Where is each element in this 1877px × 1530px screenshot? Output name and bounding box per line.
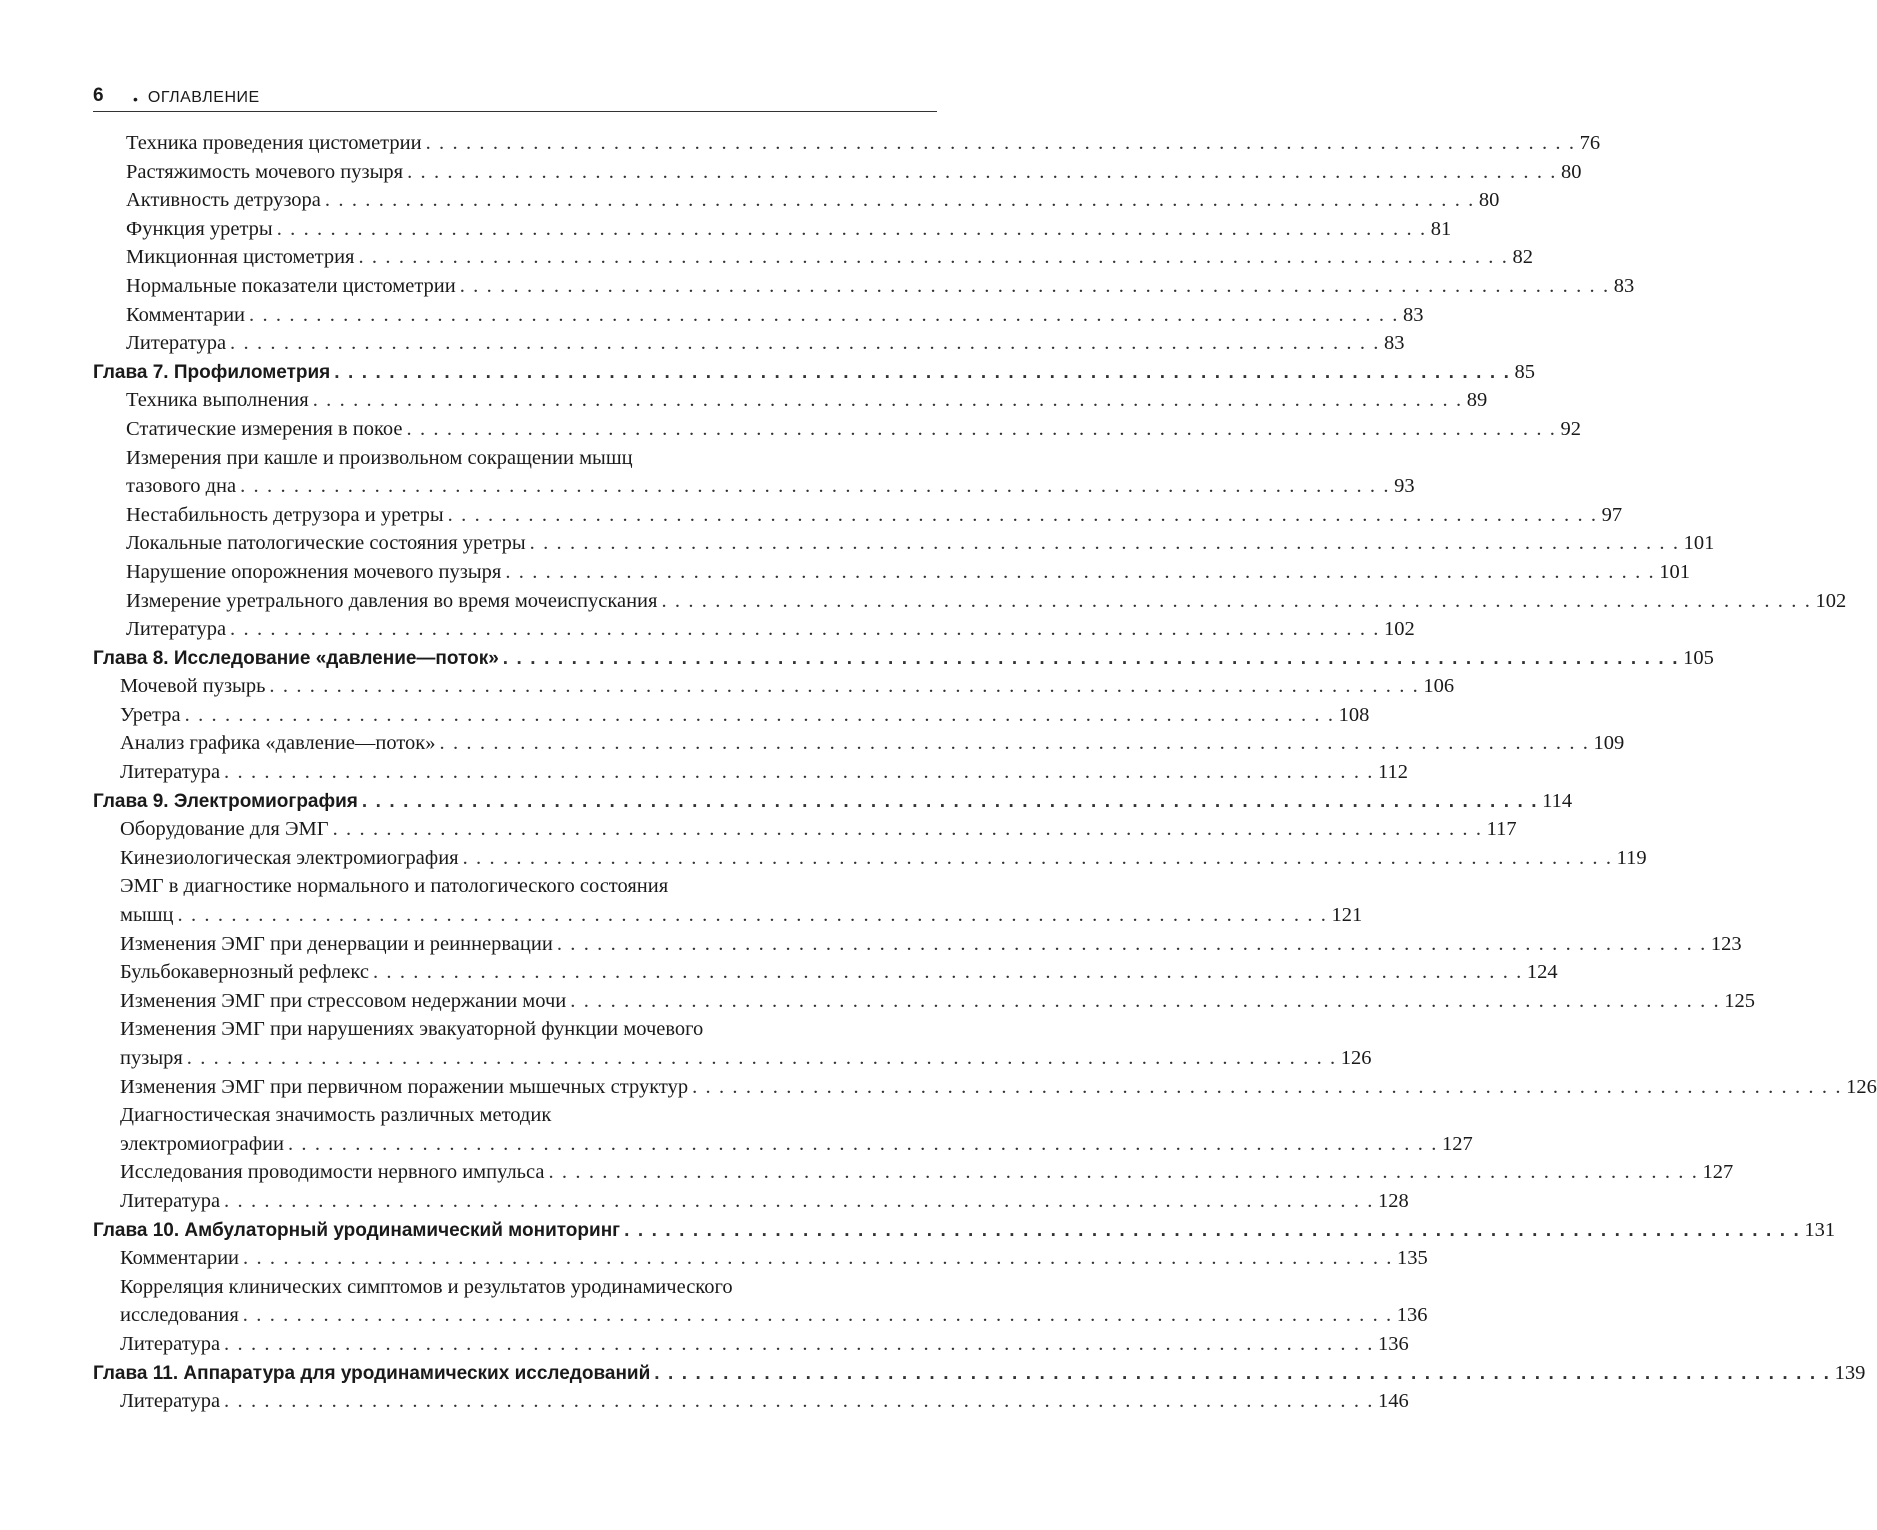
toc-entry [93, 615, 1415, 644]
toc-page-number: 119 [1616, 846, 1647, 869]
toc-entry-title: Техника проведения цистометрии [126, 132, 422, 154]
toc-entry-title: Анализ графика «давление—поток» [120, 732, 436, 755]
toc-page-number: 127 [1441, 1132, 1473, 1155]
dot-leader: . . . . . . . . . . . . . . . . . . . . . . . . . . . . . . . . . . . . . . . . . . . . . . . . . . . . . . . . . . . . . . . . . . . . . . . . . . . . . . . . . . . . . . [240, 475, 1391, 498]
toc-entry [93, 329, 1405, 358]
dot-leader: . . . . . . . . . . . . . . . . . . . . . . . . . . . . . . . . . . . . . . . . . . . . . . . . . . . . . . . . . . . . . . . . . . . . . . . . . . . . . . . . . . . . . . [447, 503, 1598, 526]
dot-leader: . . . . . . . . . . . . . . . . . . . . . . . . . . . . . . . . . . . . . . . . . . . . . . . . . . . . . . . . . . . . . . . . . . . . . . . . . . . . . . . . . . . . . . [230, 618, 1381, 641]
toc-entry-title: пузыря [120, 1047, 183, 1069]
toc-entry [93, 501, 1623, 530]
dot-leader: . . . . . . . . . . . . . . . . . . . . . . . . . . . . . . . . . . . . . . . . . . . . . . . . . . . . . . . . . . . . . . . . . . . . . . . . . . . . . . . . . . . . . . [224, 1332, 1375, 1355]
toc-entry [93, 186, 1500, 215]
toc-entry-title: Глава 11. Аппаратура для уродинамических исследований [93, 1362, 651, 1384]
toc-entry [93, 1073, 1877, 1102]
toc-page-number: 82 [1512, 246, 1533, 269]
toc-entry [93, 729, 1625, 758]
toc-entry-title: Изменения ЭМГ при первичном поражении мышечных структур [120, 1075, 689, 1098]
dot-leader: . . . . . . . . . . . . . . . . . . . . . . . . . . . . . . . . . . . . . . . . . . . . . . . . . . . . . . . . . . . . . . . . . . . . . . . . . . . . . . . . . . . . . . [242, 1304, 1393, 1327]
toc-entry-title: Нормальные показатели цистометрии [126, 274, 456, 297]
toc-page-number: 125 [1724, 989, 1755, 1012]
dot-leader: . . . . . . . . . . . . . . . . . . . . . . . . . . . . . . . . . . . . . . . . . . . . . . . . . . . . . . . . . . . . . . . . . . . . . . . . . . . . . . . . . . . . . . [269, 675, 1420, 698]
toc-entry-title: мышц [120, 904, 174, 927]
dot-leader: . . . . . . . . . . . . . . . . . . . . . . . . . . . . . . . . . . . . . . . . . . . . . . . . . . . . . . . . . . . . . . . . . . . . . . . . . . . . . . . . . . . . . . [505, 560, 1656, 583]
dot-leader: . . . . . . . . . . . . . . . . . . . . . . . . . . . . . . . . . . . . . . . . . . . . . . . . . . . . . . . . . . . . . . . . . . . . . . . . . . . . . . . . . . . . . . [287, 1132, 1438, 1155]
toc-entry-title: Микционная цистометрия [126, 246, 355, 269]
toc-page-number: 83 [1384, 332, 1405, 355]
dot-leader: . . . . . . . . . . . . . . . . . . . . . . . . . . . . . . . . . . . . . . . . . . . . . . . . . . . . . . . . . . . . . . . . . . . . . . . . . . . . . . . . . . . . . . [276, 217, 1427, 240]
toc-entry [93, 1101, 1473, 1158]
toc-entry-title: Растяжимость мочевого пузыря [126, 160, 404, 183]
toc-entry [93, 1187, 1409, 1216]
toc-entry-title-line: Диагностическая значимость различных методик [120, 1104, 552, 1127]
toc-page-number: 80 [1561, 160, 1582, 183]
toc-entry [93, 958, 1558, 987]
toc-entry [93, 529, 1715, 558]
dot-leader: . . . . . . . . . . . . . . . . . . . . . . . . . . . . . . . . . . . . . . . . . . . . . . . . . . . . . . . . . . . . . . . . . . . . . . . . . . . . . . . . . . . . . . [529, 532, 1680, 555]
toc-entry [93, 1387, 1409, 1416]
toc-page-number: 102 [1815, 589, 1847, 612]
toc-page-number: 93 [1394, 475, 1415, 498]
toc-entry-title: Комментарии [120, 1247, 240, 1270]
toc-page-number: 92 [1560, 417, 1582, 440]
toc-chapter [93, 1216, 1836, 1245]
toc-page-number: 136 [1396, 1304, 1428, 1327]
toc-page-number: 83 [1613, 274, 1635, 297]
toc-page-number: 114 [1542, 789, 1573, 812]
toc-entry [93, 815, 1517, 844]
dot-leader: . . . . . . . . . . . . . . . . . . . . . . . . . . . . . . . . . . . . . . . . . . . . . . . . . . . . . . . . . . . . . . . . . . . . . . . . . . . . . . . . . . . . . . [224, 761, 1375, 784]
dot-leader: . . . . . . . . . . . . . . . . . . . . . . . . . . . . . . . . . . . . . . . . . . . . . . . . . . . . . . . . . . . . . . . . . . . . . . . . . . . . . . . . . . . . . . [425, 132, 1576, 154]
toc-page-number: 146 [1378, 1390, 1409, 1413]
toc-entry [93, 1273, 1428, 1330]
toc-page-number: 139 [1834, 1361, 1866, 1384]
toc-page-number: 81 [1430, 217, 1452, 240]
toc-page-number: 85 [1514, 360, 1536, 383]
dot-leader: . . . . . . . . . . . . . . . . . . . . . . . . . . . . . . . . . . . . . . . . . . . . . . . . . . . . . . . . . . . . . . . . . . . . . . . . . . . . . . . . . . . . . . [184, 703, 1335, 726]
toc-entry-title-line: Корреляция клинических симптомов и результатов уродинамического [120, 1275, 733, 1298]
toc-entry-title: тазового дна [126, 475, 237, 498]
toc-entry [93, 701, 1370, 730]
toc-entry-title: Глава 7. Профилометрия [93, 361, 331, 383]
bullet-icon: • [133, 91, 138, 107]
toc-page-number: 126 [1340, 1047, 1372, 1069]
dot-leader: . . . . . . . . . . . . . . . . . . . . . . . . . . . . . . . . . . . . . . . . . . . . . . . . . . . . . . . . . . . . . . . . . . . . . . . . . . . . . . . . . . . . . . [243, 1247, 1394, 1270]
toc-entry-title: Оборудование для ЭМГ [120, 818, 329, 841]
toc-entry-title-line: ЭМГ в диагностике нормального и патологического состояния [120, 875, 669, 898]
toc-page-number: 89 [1466, 389, 1488, 412]
toc-entry [93, 930, 1742, 959]
toc-entry [93, 558, 1691, 587]
toc-page-number: 127 [1702, 1161, 1734, 1184]
toc-page-number: 123 [1710, 932, 1742, 955]
toc-page-number: 97 [1601, 503, 1623, 526]
toc-entry-title: Литература [120, 1189, 221, 1212]
page-number: 6 [93, 85, 104, 106]
dot-leader: . . . . . . . . . . . . . . . . . . . . . . . . . . . . . . . . . . . . . . . . . . . . . . . . . . . . . . . . . . . . . . . . . . . . . . . . . . . . . . . . . . . . . . [230, 332, 1381, 355]
toc-entry [93, 1244, 1428, 1273]
toc-entry [93, 672, 1455, 701]
toc-entry-title-line: Измерения при кашле и произвольном сокращении мышц [126, 446, 633, 469]
running-header [93, 78, 937, 112]
toc-entry-title: Статические измерения в покое [126, 417, 403, 440]
toc-page-number: 108 [1338, 703, 1370, 726]
dot-leader: . . . . . . . . . . . . . . . . . . . . . . . . . . . . . . . . . . . . . . . . . . . . . . . . . . . . . . . . . . . . . . . . . . . . . . . . . . . . . . . . . . . . . . [249, 303, 1400, 326]
toc-entry [93, 386, 1488, 415]
dot-leader: . . . . . . . . . . . . . . . . . . . . . . . . . . . . . . . . . . . . . . . . . . . . . . . . . . . . . . . . . . . . . . . . . . . . . . . . . . . . . . . . . . . . . . [407, 160, 1558, 183]
dot-leader: . . . . . . . . . . . . . . . . . . . . . . . . . . . . . . . . . . . . . . . . . . . . . . . . . . . . . . . . . . . . . . . . . . . . . . . . . . . . . . . . . . . . . . [372, 961, 1523, 984]
toc-entry [93, 243, 1533, 272]
toc-entry-title: Локальные патологические состояния уретры [126, 532, 526, 555]
dot-leader: . . . . . . . . . . . . . . . . . . . . . . . . . . . . . . . . . . . . . . . . . . . . . . . . . . . . . . . . . . . . . . . . . . . . . . . . . . . . . . . . . . . . . . [224, 1189, 1375, 1212]
toc-entry-title: Литература [120, 761, 221, 784]
dot-leader: . . . . . . . . . . . . . . . . . . . . . . . . . . . . . . . . . . . . . . . . . . . . . . . . . . . . . . . . . . . . . . . . . . . . . . . . . . . . . . . . . . . . . . [186, 1047, 1337, 1069]
toc-entry [93, 1158, 1734, 1187]
toc-chapter [93, 1359, 1866, 1388]
toc-entry-title: Нарушение опорожнения мочевого пузыря [126, 560, 502, 583]
dot-leader: . . . . . . . . . . . . . . . . . . . . . . . . . . . . . . . . . . . . . . . . . . . . . . . . . . . . . . . . . . . . . . . . . . . . . . . . . . . . . . . . . . . . . . [332, 818, 1483, 841]
toc-entry-title: Глава 8. Исследование «давление—поток» [93, 647, 499, 669]
toc-page-number: 126 [1846, 1075, 1877, 1098]
toc-entry-title: Уретра [120, 703, 181, 726]
toc-chapter [93, 358, 1536, 387]
toc-entry [93, 215, 1452, 244]
toc-page-number: 121 [1331, 904, 1363, 927]
toc-page-number: 136 [1378, 1332, 1409, 1355]
toc-entry-title: Кинезиологическая электромиография [120, 846, 459, 869]
dot-leader: . . . . . . . . . . . . . . . . . . . . . . . . . . . . . . . . . . . . . . . . . . . . . . . . . . . . . . . . . . . . . . . . . . . . . . . . . . . . . . . . . . . . . . [570, 989, 1721, 1012]
toc-page-number: 135 [1397, 1247, 1428, 1270]
dot-leader: . . . . . . . . . . . . . . . . . . . . . . . . . . . . . . . . . . . . . . . . . . . . . . . . . . . . . . . . . . . . . . . . . . . . . . . . . . . . . . . . . . . . . . [177, 904, 1328, 927]
toc-entry [93, 587, 1847, 616]
toc-entry [93, 987, 1755, 1016]
toc-entry-title: Измерение уретрального давления во время мочеиспускания [126, 589, 658, 612]
toc-entry-title: электромиографии [120, 1132, 284, 1155]
table-of-contents [93, 129, 1877, 1416]
toc-page-number: 76 [1579, 132, 1601, 154]
toc-entry-title: Бульбокавернозный рефлекс [120, 961, 369, 984]
dot-leader: . . . . . . . . . . . . . . . . . . . . . . . . . . . . . . . . . . . . . . . . . . . . . . . . . . . . . . . . . . . . . . . . . . . . . . . . . . . . . . . . . . . . . . [654, 1362, 1831, 1384]
toc-entry-title: Нестабильность детрузора и уретры [126, 503, 444, 526]
toc-chapter [93, 644, 1714, 673]
toc-entry [93, 129, 1601, 158]
toc-entry-title: Глава 9. Электромиография [93, 790, 358, 812]
toc-page-number: 83 [1403, 303, 1424, 326]
toc-entry-title: Активность детрузора [126, 189, 321, 212]
toc-page-number: 109 [1593, 732, 1625, 755]
toc-page-number: 102 [1384, 618, 1415, 641]
dot-leader: . . . . . . . . . . . . . . . . . . . . . . . . . . . . . . . . . . . . . . . . . . . . . . . . . . . . . . . . . . . . . . . . . . . . . . . . . . . . . . . . . . . . . . [406, 417, 1557, 440]
toc-entry-title: Литература [126, 618, 227, 641]
dot-leader: . . . . . . . . . . . . . . . . . . . . . . . . . . . . . . . . . . . . . . . . . . . . . . . . . . . . . . . . . . . . . . . . . . . . . . . . . . . . . . . . . . . . . . [224, 1390, 1375, 1413]
toc-page-number: 117 [1486, 818, 1517, 841]
dot-leader: . . . . . . . . . . . . . . . . . . . . . . . . . . . . . . . . . . . . . . . . . . . . . . . . . . . . . . . . . . . . . . . . . . . . . . . . . . . . . . . . . . . . . . [361, 790, 1539, 812]
toc-entry [93, 872, 1363, 929]
toc-page-number: 112 [1378, 761, 1409, 784]
toc-entry [93, 758, 1409, 787]
toc-entry [93, 844, 1647, 873]
toc-page-number: 101 [1683, 532, 1715, 555]
toc-entry-title: Функция уретры [126, 217, 273, 240]
toc-entry-title-line: Изменения ЭМГ при нарушениях эвакуаторной функции мочевого [120, 1018, 704, 1041]
toc-entry-title: исследования [120, 1304, 239, 1327]
dot-leader: . . . . . . . . . . . . . . . . . . . . . . . . . . . . . . . . . . . . . . . . . . . . . . . . . . . . . . . . . . . . . . . . . . . . . . . . . . . . . . . . . . . . . . [312, 389, 1463, 412]
toc-chapter [93, 787, 1573, 816]
dot-leader: . . . . . . . . . . . . . . . . . . . . . . . . . . . . . . . . . . . . . . . . . . . . . . . . . . . . . . . . . . . . . . . . . . . . . . . . . . . . . . . . . . . . . . [692, 1075, 1843, 1098]
dot-leader: . . . . . . . . . . . . . . . . . . . . . . . . . . . . . . . . . . . . . . . . . . . . . . . . . . . . . . . . . . . . . . . . . . . . . . . . . . . . . . . . . . . . . . [462, 846, 1613, 869]
toc-entry-title: Литература [126, 332, 227, 355]
toc-entry-title: Изменения ЭМГ при стрессовом недержании мочи [120, 989, 567, 1012]
dot-leader: . . . . . . . . . . . . . . . . . . . . . . . . . . . . . . . . . . . . . . . . . . . . . . . . . . . . . . . . . . . . . . . . . . . . . . . . . . . . . . . . . . . . . . [324, 189, 1475, 212]
toc-entry [93, 301, 1424, 330]
toc-entry-title: Литература [120, 1390, 221, 1413]
toc-entry-title: Техника выполнения [126, 389, 309, 412]
toc-entry [93, 1330, 1409, 1359]
toc-entry-title: Комментарии [126, 303, 246, 326]
toc-page-number: 80 [1478, 189, 1500, 212]
toc-entry [93, 158, 1582, 187]
dot-leader: . . . . . . . . . . . . . . . . . . . . . . . . . . . . . . . . . . . . . . . . . . . . . . . . . . . . . . . . . . . . . . . . . . . . . . . . . . . . . . . . . . . . . . [548, 1161, 1699, 1184]
toc-page-number: 106 [1423, 675, 1455, 698]
toc-page-number: 128 [1378, 1189, 1409, 1212]
section-title: ОГЛАВЛЕНИЕ [147, 89, 260, 106]
toc-entry-title: Исследования проводимости нервного импульса [120, 1161, 545, 1184]
dot-leader: . . . . . . . . . . . . . . . . . . . . . . . . . . . . . . . . . . . . . . . . . . . . . . . . . . . . . . . . . . . . . . . . . . . . . . . . . . . . . . . . . . . . . . [358, 246, 1509, 269]
dot-leader: . . . . . . . . . . . . . . . . . . . . . . . . . . . . . . . . . . . . . . . . . . . . . . . . . . . . . . . . . . . . . . . . . . . . . . . . . . . . . . . . . . . . . . [661, 589, 1812, 612]
toc-page-number: 124 [1526, 961, 1558, 984]
dot-leader: . . . . . . . . . . . . . . . . . . . . . . . . . . . . . . . . . . . . . . . . . . . . . . . . . . . . . . . . . . . . . . . . . . . . . . . . . . . . . . . . . . . . . . [502, 647, 1680, 669]
toc-page-number: 105 [1683, 646, 1714, 669]
dot-leader: . . . . . . . . . . . . . . . . . . . . . . . . . . . . . . . . . . . . . . . . . . . . . . . . . . . . . . . . . . . . . . . . . . . . . . . . . . . . . . . . . . . . . . [439, 732, 1590, 755]
dot-leader: . . . . . . . . . . . . . . . . . . . . . . . . . . . . . . . . . . . . . . . . . . . . . . . . . . . . . . . . . . . . . . . . . . . . . . . . . . . . . . . . . . . . . . [556, 932, 1707, 955]
dot-leader: . . . . . . . . . . . . . . . . . . . . . . . . . . . . . . . . . . . . . . . . . . . . . . . . . . . . . . . . . . . . . . . . . . . . . . . . . . . . . . . . . . . . . . [624, 1219, 1801, 1241]
toc-entry-title: Литература [120, 1332, 221, 1355]
toc-entry [93, 415, 1582, 444]
toc-entry-title: Глава 10. Амбулаторный уродинамический мониторинг [93, 1219, 621, 1241]
toc-entry-title: Мочевой пузырь [120, 675, 266, 698]
toc-entry [93, 1015, 1372, 1072]
toc-entry [93, 272, 1635, 301]
toc-entry-title: Изменения ЭМГ при денервации и реиннервации [120, 932, 553, 955]
toc-entry [93, 444, 1415, 501]
toc-page-number: 101 [1659, 560, 1691, 583]
dot-leader: . . . . . . . . . . . . . . . . . . . . . . . . . . . . . . . . . . . . . . . . . . . . . . . . . . . . . . . . . . . . . . . . . . . . . . . . . . . . . . . . . . . . . . [334, 361, 1511, 383]
toc-page-number: 131 [1804, 1218, 1836, 1241]
dot-leader: . . . . . . . . . . . . . . . . . . . . . . . . . . . . . . . . . . . . . . . . . . . . . . . . . . . . . . . . . . . . . . . . . . . . . . . . . . . . . . . . . . . . . . [459, 274, 1610, 297]
